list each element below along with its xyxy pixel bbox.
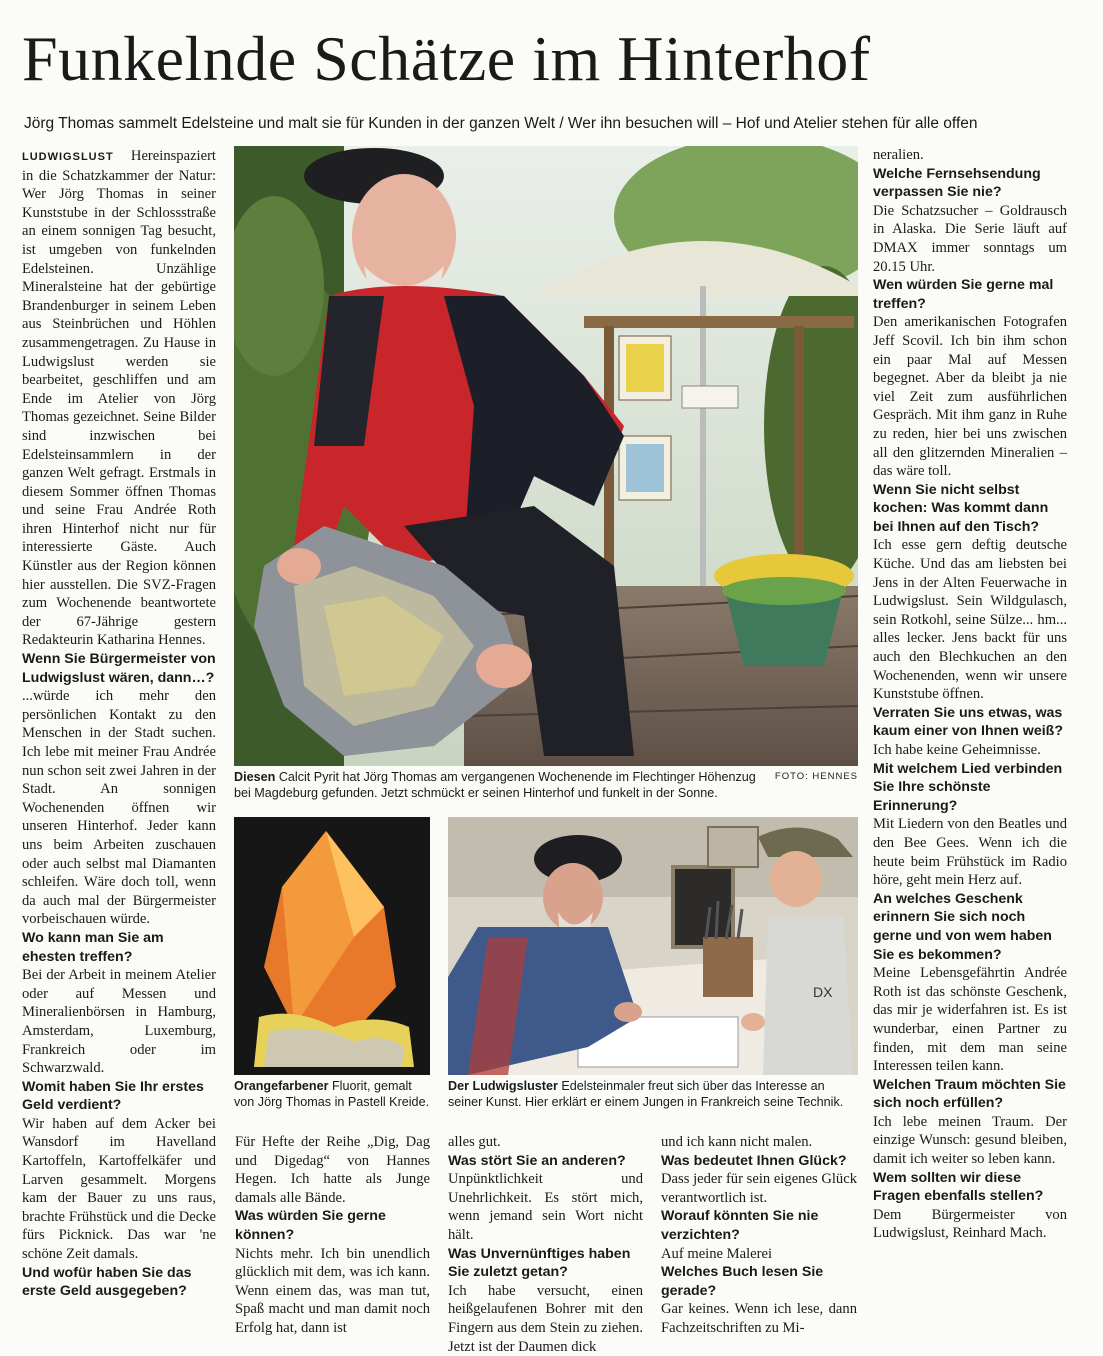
answer-5-cont: alles gut. (448, 1134, 501, 1150)
painter-caption-text: Edelsteinmaler freut sich über das Interesse an seiner Kunst. Hier erklärt er einem Jungen in Frankreich seine Technik. (448, 1079, 844, 1109)
subheadline: Jörg Thomas sammelt Edelsteine und malt sie für Kunden in der ganzen Welt / Wer ihn besuchen will – Hof und Atelier stehen für alle offen (24, 115, 978, 132)
question-3: Womit haben Sie Ihr erstes Geld verdient? (22, 1078, 204, 1114)
fluorite-photo (234, 817, 430, 1075)
question-9: Worauf könnten Sie nie verzichten? (661, 1208, 819, 1243)
answer-13: Ich esse gern deftig deutsche Küche. Und das am liebsten bei Jens in der Alten Feuerwache in Ludwigslust. Sein Wildgulasch, sein Rotkohl, seine Sülze... hm... alles lecker. Jens backt für uns auch den Blechkuchen an den Wochenenden, wenn wir unsere Kunststube öffnen. (873, 537, 1067, 703)
question-14: Verraten Sie uns etwas, was kaum einer von Ihnen weiß? (873, 704, 1063, 740)
photo-credit: FOTO: HENNES (774, 771, 858, 782)
answer-10: Gar keines. Wenn ich lese, dann Fachzeitschriften zu Mi- (661, 1301, 857, 1336)
painter-caption (448, 1078, 860, 1110)
fluorite-caption (234, 1078, 432, 1110)
fluorite-photo-image (234, 817, 430, 1075)
main-photo (234, 146, 858, 766)
question-11: Welche Fernsehsendung verpassen Sie nie? (873, 165, 1041, 201)
column-2 (235, 1133, 430, 1338)
question-8: Was bedeutet Ihnen Glück? (661, 1152, 847, 1169)
fluorite-caption-text: Fluorit, gemalt von Jörg Thomas in Pastell Kreide. (234, 1079, 430, 1109)
question-13: Wenn Sie nicht selbst kochen: Was kommt dann bei Ihnen auf den Tisch? (873, 481, 1049, 535)
fluorite-caption-lead: Orangefarbener (234, 1079, 329, 1093)
main-caption-lead: Diesen (234, 770, 276, 784)
answer-4: Für Hefte der Reihe „Dig, Dag und Digedag“ von Hannes Hegen. Ich hatte als Junge damals alle Bände. (235, 1134, 430, 1206)
question-6: Was stört Sie an anderen? (448, 1152, 626, 1169)
main-caption-text: Calcit Pyrit hat Jörg Thomas am vergangenen Wochenende im Flechtinger Höhenzug bei Magdeburg gefunden. Jetzt schmückt er seinen Hinterhof und funkelt in der Sonne. (234, 770, 756, 800)
painter-caption-lead: Der Ludwigsluster (448, 1079, 558, 1093)
answer-2: Bei der Arbeit in meinem Atelier oder auf Messen und Mineralienbörsen in Hamburg, Amsterdam, Luxemburg, Frankreich oder im Schwarzwald. (22, 967, 216, 1077)
answer-12: Den amerikanischen Fotografen Jeff Scovil. Ich bin ihm schon ein paar Mal auf Messen begegnet. Aber da bleibt ja nie viel Zeit zum ausführlichen Gespräch. Mit ihm ganz in Ruhe zu reden, hier bei uns zwischen all den glitzernden Mineralien – das wäre toll. (873, 314, 1067, 480)
answer-14: Ich habe keine Geheimnisse. (873, 742, 1041, 758)
main-photo-image (234, 146, 858, 766)
intro-paragraph (22, 147, 216, 650)
column-4 (661, 1133, 857, 1338)
answer-5: Nichts mehr. Ich bin unendlich glücklich mit dem, was ich kann. Wenn einem das, was man tut, Spaß macht und man damit noch Erfolg hat, dann ist (235, 1245, 430, 1336)
answer-17: Ich lebe meinen Traum. Der einzige Wunsch: gesund bleiben, damit ich weiter so leben kann. (873, 1113, 1067, 1168)
main-photo-caption (234, 769, 858, 801)
answer-1: ...würde ich mehr den persönlichen Kontakt zu den Menschen in der Stadt suchen. Ich lebe mit meiner Frau Andrée nun schon seit zwei Jahren in der Stadt. An sonnigen Wochenenden öffnen wir unseren Hinterhof. Jeder kann uns beim Arbeiten zuschauen oder auch selbst mal Diamanten schleifen. Wäre doch toll, wenn da auch mal der Bürgermeister vorbeischauen würde. (22, 688, 216, 928)
answer-9: Auf meine Malerei (661, 1245, 773, 1262)
answer-6: Unpünktlichkeit und Unehrlichkeit. Es stört mich, wenn jemand sein Wort nicht hält. (448, 1171, 643, 1243)
column-5 (873, 146, 1067, 1243)
intro-text: Hereinspaziert in die Schatzkammer der Natur: Wer Jörg Thomas in seiner Kunststube in der Schlossstraße an einem sonnigen Tag besucht, ist umgeben von funkelnden Edelsteinen. Unzählige Mineralsteine hat der gebürtige Brandenburger in seinem Leben aus Steinbrüchen und Höhlen zusammengetragen. Zu Hause in Ludwigslust werden sie bearbeitet, geschliffen und am Ende im Atelier von Jörg Thomas gezeichnet. Seine Bilder sind inzwischen bei Edelsteinsammlern in der ganzen Welt gefragt. Erstmals in diesem Sommer öffnen Thomas und seine Frau Andrée Roth ihren Hinterhof nicht nur für interessierte Gäste. Auch Künstler aus der Region können hier ausstellen. Die SVZ-Fragen zum Wochenende beantwortete der 67-Jährige gestern Redakteurin Katharina Hennes. (22, 148, 216, 649)
headline: Funkelnde Schätze im Hinterhof (22, 23, 871, 94)
question-4: Und wofür haben Sie das erste Geld ausgegeben? (22, 1264, 192, 1300)
answer-7-cont: und ich kann nicht malen. (661, 1134, 813, 1150)
question-1: Wenn Sie Bürgermeister von Ludwigslust wären, dann…? (22, 651, 216, 686)
question-5: Was würden Sie gerne können? (235, 1208, 386, 1243)
answer-16: Meine Lebensgefährtin Andrée Roth ist das schönste Geschenk, das mir je widerfahren ist. Es ist wunderbar, einen Partner zu finden, mit dem man seine Interessen teilen kann. (873, 965, 1067, 1075)
painter-photo (448, 817, 858, 1075)
answer-7: Ich habe versucht, einen heißgelaufenen Bohrer mit den Fingern aus dem Stein zu ziehen. Jetzt ist der Daumen dick (448, 1282, 643, 1355)
question-7: Was Unvernünftiges haben Sie zuletzt getan? (448, 1245, 631, 1281)
question-17: Welchen Traum möchten Sie sich noch erfüllen? (873, 1076, 1066, 1112)
question-18: Wem sollten wir diese Fragen ebenfalls stellen? (873, 1169, 1044, 1205)
dateline: LUDWIGSLUST (22, 151, 114, 163)
answer-15: Mit Liedern von den Beatles und den Bee Gees. Wenn ich die heute beim Frühstück im Radio höre, geht mein Herz auf. (873, 816, 1067, 889)
answer-3: Wir haben auf dem Acker bei Wansdorf im Havelland Kartoffeln, Kartoffelkäfer und Larven gesammelt. Morgens kam der Bauer zu uns raus, brachte Frühstück und die Decke fürs Picknick. Das war 'ne schöne Zeit damals. (22, 1115, 216, 1263)
question-12: Wen würden Sie gerne mal treffen? (873, 277, 1054, 312)
painter-photo-image (448, 817, 858, 1075)
answer-18: Dem Bürgermeister von Ludwigslust, Reinhard Mach. (873, 1206, 1067, 1242)
question-15: Mit welchem Lied verbinden Sie Ihre schönste Erinnerung? (873, 760, 1063, 814)
column-1 (22, 147, 216, 1301)
answer-11: Die Schatzsucher – Goldrausch in Alaska. Die Serie läuft auf DMAX immer sonntags um 20.15 Uhr. (873, 202, 1067, 275)
answer-10-cont: neralien. (873, 147, 924, 163)
question-2: Wo kann man Sie am ehesten treffen? (22, 929, 164, 965)
answer-8: Dass jeder für sein eigenes Glück verantwortlich ist. (661, 1171, 857, 1206)
column-3 (448, 1133, 643, 1356)
question-10: Welches Buch lesen Sie gerade? (661, 1264, 824, 1299)
question-16: An welches Geschenk erinnern Sie sich noch gerne und von wem haben Sie es bekommen? (873, 890, 1052, 963)
svg-text:DX: DX (813, 984, 833, 1000)
